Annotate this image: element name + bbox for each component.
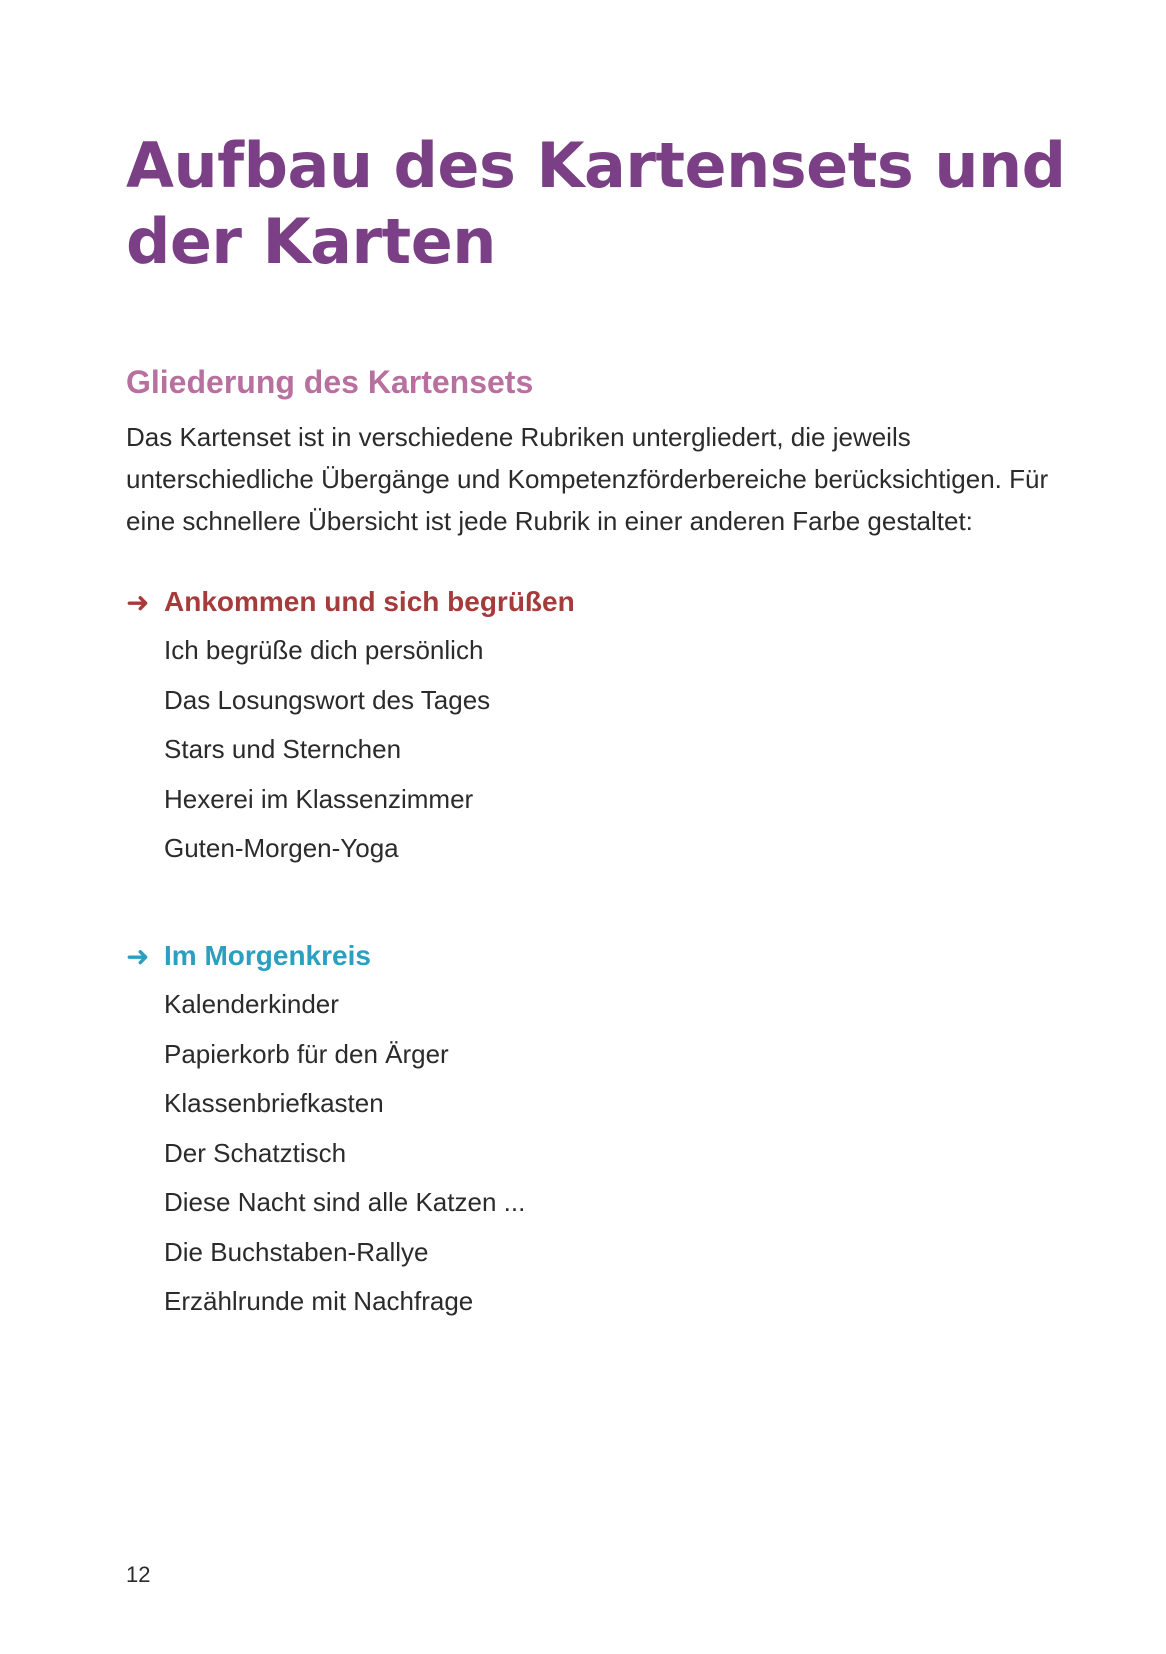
page-number: 12 bbox=[126, 1562, 151, 1587]
category-heading bbox=[126, 932, 1026, 980]
category-morgenkreis bbox=[126, 932, 1026, 1327]
arrow-right-icon: ➜ bbox=[126, 939, 150, 973]
list-item: Ich begrüße dich persönlich bbox=[164, 635, 484, 665]
arrow-right-icon: ➜ bbox=[126, 585, 150, 619]
list-item: Stars und Sternchen bbox=[164, 734, 402, 764]
list-item: Hexerei im Klassenzimmer bbox=[164, 783, 474, 814]
section-heading: Gliederung des Kartensets bbox=[126, 364, 534, 400]
category-title: Im Morgenkreis bbox=[164, 940, 371, 971]
category-item-list bbox=[126, 980, 1026, 1327]
list-item: Die Buchstaben-Rallye bbox=[164, 1236, 429, 1267]
category-ankommen bbox=[126, 578, 1026, 874]
list-item: Der Schatztisch bbox=[164, 1137, 347, 1168]
category-heading bbox=[126, 578, 1026, 626]
list-item: Kalenderkinder bbox=[164, 989, 339, 1019]
page-title: Aufbau des Kartensets und der Karten bbox=[126, 129, 1066, 278]
list-item: Erzählrunde mit Nachfrage bbox=[164, 1286, 474, 1316]
list-item: Diese Nacht sind alle Katzen ... bbox=[164, 1187, 526, 1217]
category-item-list bbox=[126, 626, 1026, 874]
list-item: Klassenbriefkasten bbox=[164, 1088, 384, 1118]
list-item: Das Losungswort des Tages bbox=[164, 684, 491, 715]
intro-paragraph: Das Kartenset ist in verschiedene Rubriken untergliedert, die jeweils unterschiedliche Übergänge und Kompetenzförderbereiche berücksichtigen. Für eine schnellere Übersicht ist jede Rubrik in einer anderen Farbe gestaltet: bbox=[126, 422, 1049, 536]
category-title: Ankommen und sich begrüßen bbox=[164, 586, 575, 617]
list-item: Guten-Morgen-Yoga bbox=[164, 833, 399, 863]
list-item: Papierkorb für den Ärger bbox=[164, 1038, 449, 1069]
